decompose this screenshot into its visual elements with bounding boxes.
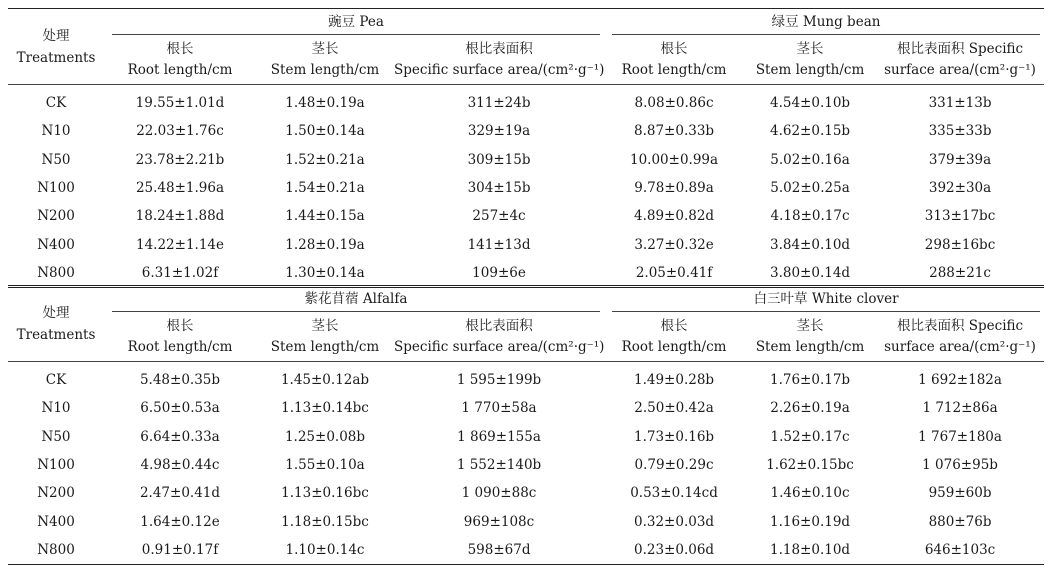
treatment-cell: N200 — [37, 208, 75, 225]
value-cell: 1.45±0.12ab — [280, 372, 370, 389]
treatments-header-zh: 处理 — [42, 304, 70, 321]
value-cell: 1.10±0.14c — [285, 541, 365, 558]
treatment-cell: CK — [45, 372, 67, 389]
value-cell: 646±103c — [924, 541, 996, 558]
value-cell: 23.78±2.21b — [135, 151, 225, 168]
group-title-left: 豌豆 Pea — [104, 9, 604, 37]
value-cell: 4.89±0.82d — [633, 208, 715, 225]
table-row — [8, 507, 1044, 535]
table-row — [8, 423, 1044, 451]
value-cell: 288±21c — [929, 264, 991, 281]
value-cell: 257±4c — [472, 208, 526, 225]
value-cell: 1.44±0.15a — [285, 208, 365, 225]
value-cell: 1.55±0.10a — [285, 457, 365, 474]
value-cell: 1.28±0.19a — [285, 236, 365, 253]
value-cell: 1 770±58a — [461, 400, 537, 417]
column-header: 根长 Root length/cm — [127, 318, 233, 355]
table-row — [8, 202, 1044, 230]
value-cell: 959±60b — [928, 485, 992, 502]
value-cell: 392±30a — [928, 180, 992, 197]
value-cell: 19.55±1.01d — [135, 95, 225, 112]
treatment-cell: N800 — [37, 541, 75, 558]
value-cell: 18.24±1.88d — [135, 208, 225, 225]
value-cell: 1.25±0.08b — [284, 428, 366, 445]
treatment-cell: N50 — [41, 151, 71, 168]
value-cell: 2.50±0.42a — [634, 400, 714, 417]
value-cell: 1 090±88c — [461, 485, 537, 502]
value-cell: 2.26±0.19a — [770, 400, 850, 417]
value-cell: 2.47±0.41d — [139, 485, 221, 502]
table-row — [8, 479, 1044, 507]
value-cell: 0.23±0.06d — [633, 541, 715, 558]
value-cell: 969±108c — [463, 513, 535, 530]
value-cell: 5.02±0.16a — [770, 151, 850, 168]
value-cell: 1.52±0.17c — [770, 428, 850, 445]
column-header: 茎长 Stem length/cm — [270, 318, 380, 355]
value-cell: 1.48±0.19a — [285, 95, 365, 112]
treatment-cell: N10 — [41, 123, 71, 140]
value-cell: 9.78±0.89a — [634, 180, 714, 197]
value-cell: 1.73±0.16b — [633, 428, 715, 445]
treatments-header-en: Treatments — [16, 326, 96, 343]
treatment-cell: CK — [45, 95, 67, 112]
column-header: 根比表面积 Specific surface area/(cm²·g⁻¹) — [394, 318, 605, 355]
value-cell: 298±16bc — [924, 236, 996, 253]
value-cell: 1 869±155a — [457, 428, 541, 445]
treatments-header-zh: 处理 — [42, 27, 70, 44]
table-row — [8, 451, 1044, 479]
treatment-cell: N800 — [37, 264, 75, 281]
value-cell: 3.27±0.32e — [634, 236, 714, 253]
value-cell: 1 712±86a — [922, 400, 998, 417]
value-cell: 3.80±0.14d — [769, 264, 851, 281]
treatment-cell: N100 — [37, 180, 75, 197]
group-title-right: 绿豆 Mung bean — [604, 9, 1044, 37]
value-cell: 6.31±1.02f — [141, 264, 219, 281]
value-cell: 14.22±1.14e — [135, 236, 224, 253]
treatment-cell: N200 — [37, 485, 75, 502]
table-row — [8, 174, 1044, 202]
value-cell: 313±17bc — [924, 208, 996, 225]
value-cell: 4.98±0.44c — [140, 457, 220, 474]
value-cell: 1.64±0.12e — [140, 513, 220, 530]
value-cell: 0.53±0.14cd — [630, 485, 718, 502]
value-cell: 1.13±0.16bc — [281, 485, 369, 502]
value-cell: 22.03±1.76c — [136, 123, 224, 140]
value-cell: 1 692±182a — [918, 372, 1002, 389]
value-cell: 109±6e — [472, 264, 526, 281]
value-cell: 4.54±0.10b — [769, 95, 851, 112]
value-cell: 0.32±0.03d — [633, 513, 715, 530]
column-header: 根比表面积 Specific surface area/(cm²·g⁻¹) — [884, 41, 1036, 78]
treatment-cell: N400 — [37, 513, 75, 530]
value-cell: 1.76±0.17b — [769, 372, 851, 389]
data-table-lower — [8, 285, 1044, 565]
value-cell: 0.79±0.29c — [634, 457, 714, 474]
group-title-right: 白三叶草 White clover — [604, 286, 1044, 314]
group-title-left: 紫花苜蓿 Alfalfa — [104, 286, 604, 314]
value-cell: 2.05±0.41f — [635, 264, 713, 281]
value-cell: 25.48±1.96a — [135, 180, 225, 197]
treatment-cell: N10 — [41, 400, 71, 417]
value-cell: 331±13b — [928, 95, 992, 112]
table-row — [8, 85, 1044, 118]
value-cell: 1 076±95b — [922, 457, 998, 474]
value-cell: 4.18±0.17c — [770, 208, 850, 225]
value-cell: 6.50±0.53a — [140, 400, 220, 417]
value-cell: 880±76b — [928, 513, 992, 530]
value-cell: 8.08±0.86c — [634, 95, 714, 112]
column-header: 茎长 Stem length/cm — [755, 318, 865, 355]
column-header: 茎长 Stem length/cm — [270, 41, 380, 78]
value-cell: 598±67d — [467, 541, 531, 558]
column-header: 根比表面积 Specific surface area/(cm²·g⁻¹) — [394, 41, 605, 78]
value-cell: 5.48±0.35b — [139, 372, 221, 389]
value-cell: 304±15b — [467, 180, 531, 197]
value-cell: 3.84±0.10d — [769, 236, 851, 253]
column-header: 茎长 Stem length/cm — [755, 41, 865, 78]
table-row — [8, 230, 1044, 258]
treatments-header — [8, 9, 104, 85]
value-cell: 309±15b — [467, 151, 531, 168]
value-cell: 1.16±0.19d — [769, 513, 851, 530]
value-cell: 329±19a — [467, 123, 531, 140]
value-cell: 0.91±0.17f — [141, 541, 219, 558]
column-header: 根长 Root length/cm — [621, 41, 727, 78]
column-header: 根长 Root length/cm — [621, 318, 727, 355]
table-row — [8, 117, 1044, 145]
table-row — [8, 536, 1044, 565]
treatment-cell: N400 — [37, 236, 75, 253]
value-cell: 1.46±0.10c — [770, 485, 850, 502]
value-cell: 1.18±0.15bc — [281, 513, 369, 530]
value-cell: 335±33b — [928, 123, 992, 140]
value-cell: 1 552±140b — [456, 457, 542, 474]
value-cell: 1 767±180a — [918, 428, 1002, 445]
table-row — [8, 259, 1044, 288]
value-cell: 1.52±0.21a — [285, 151, 365, 168]
table-row — [8, 146, 1044, 174]
value-cell: 1.13±0.14bc — [281, 400, 369, 417]
value-cell: 8.87±0.33b — [633, 123, 715, 140]
treatment-cell: N50 — [41, 428, 71, 445]
value-cell: 1.18±0.10d — [769, 541, 851, 558]
value-cell: 1.50±0.14a — [285, 123, 365, 140]
table-row — [8, 394, 1044, 422]
value-cell: 10.00±0.99a — [629, 151, 719, 168]
value-cell: 311±24b — [467, 95, 531, 112]
value-cell: 4.62±0.15b — [769, 123, 851, 140]
column-header: 根长 Root length/cm — [127, 41, 233, 78]
treatment-cell: N100 — [37, 457, 75, 474]
value-cell: 6.64±0.33a — [140, 428, 220, 445]
value-cell: 1.30±0.14a — [285, 264, 365, 281]
value-cell: 1.49±0.28b — [633, 372, 715, 389]
column-header: 根比表面积 Specific surface area/(cm²·g⁻¹) — [884, 318, 1036, 355]
table-row — [8, 362, 1044, 395]
value-cell: 379±39a — [928, 151, 992, 168]
value-cell: 1 595±199b — [456, 372, 542, 389]
value-cell: 141±13d — [467, 236, 531, 253]
value-cell: 1.62±0.15bc — [766, 457, 854, 474]
treatments-header-en: Treatments — [16, 49, 96, 66]
value-cell: 5.02±0.25a — [770, 180, 850, 197]
data-table-upper — [8, 8, 1044, 288]
treatments-header — [8, 286, 104, 362]
value-cell: 1.54±0.21a — [285, 180, 365, 197]
